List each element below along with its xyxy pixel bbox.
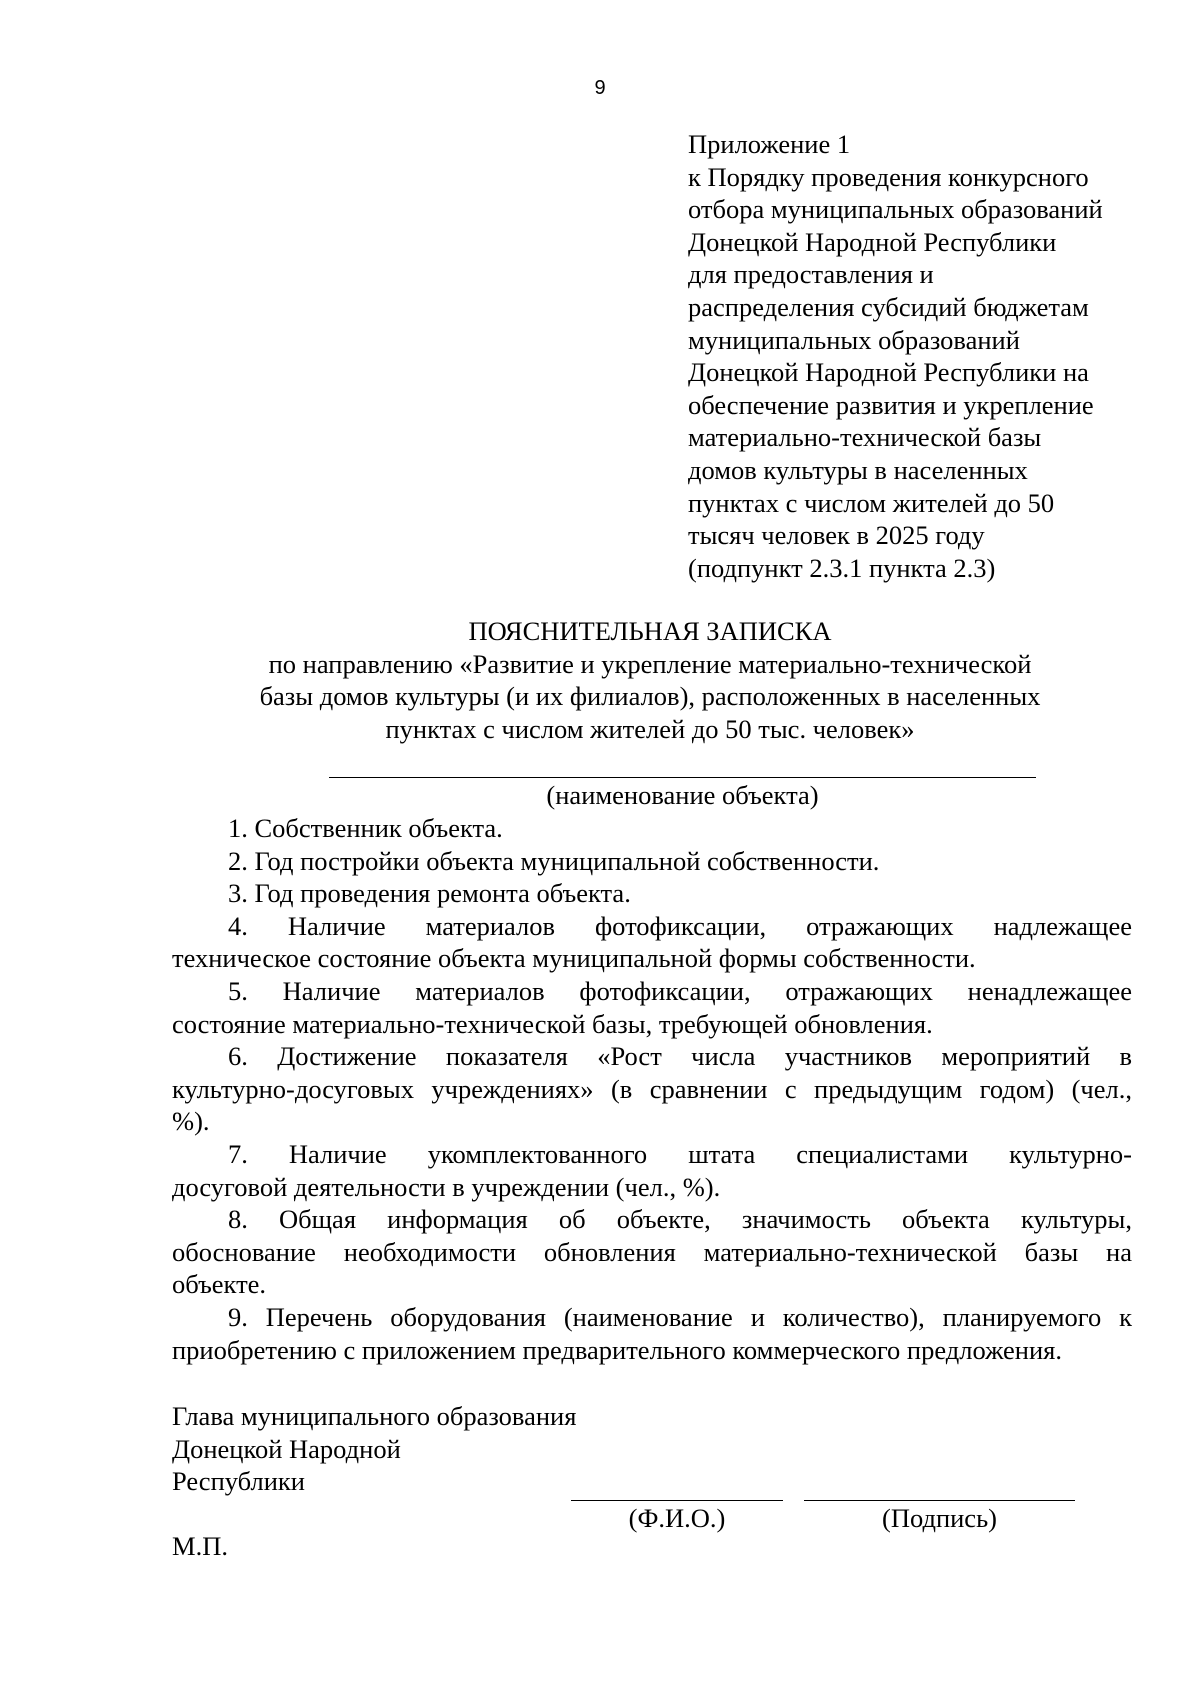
signature-caption: (Подпись) [882,1503,997,1533]
document-title [170,615,1130,745]
title-subline: пунктах с числом жителей до 50 тыс. человек» [385,713,915,744]
appendix-line: тысяч человек в 2025 году [688,520,985,551]
appendix-line: Донецкой Народной Республики [688,226,1057,257]
fio-line [571,1500,783,1501]
list-item: 1. Собственник объекта. [228,813,503,843]
signatory-title-line: Донецкой Народной [172,1433,401,1464]
appendix-line: для предоставления и [688,259,934,290]
signature-block [172,1400,576,1498]
list-item-continuation: обоснование необходимости обновления материально-технической базы на [172,1236,1132,1267]
list-item: 9. Перечень оборудования (наименование и количество), планируемого к [228,1301,1132,1332]
list-item-continuation: объекте. [172,1269,267,1300]
appendix-line: муниципальных образований [688,324,1020,355]
list-item: 3. Год проведения ремонта объекта. [228,878,631,909]
appendix-line: Приложение 1 [688,129,851,159]
list-item: 5. Наличие материалов фотофиксации, отражающих ненадлежащее [228,975,1132,1006]
list-item: 2. Год постройки объекта муниципальной собственности. [228,845,880,876]
signatory-title-line: Глава муниципального образования [172,1401,577,1431]
appendix-header [688,128,1148,584]
list-item: 8. Общая информация об объекте, значимость объекта культуры, [228,1204,1132,1235]
list-item-continuation: состояние материально-технической базы, требующей обновления. [172,1008,933,1039]
list-item-continuation: культурно-досуговых учреждениях» (в сравнении с предыдущим годом) (чел., [172,1073,1132,1104]
list-item: 6. Достижение показателя «Рост числа участников мероприятий в [228,1041,1132,1072]
appendix-line: материально-технической базы [688,422,1042,453]
title-subline: базы домов культуры (и их филиалов), расположенных в населенных [259,681,1041,712]
list-item: 4. Наличие материалов фотофиксации, отражающих надлежащее [228,910,1132,941]
appendix-line: пунктах с числом жителей до 50 [688,487,1055,518]
list-item-continuation: досуговой деятельности в учреждении (чел., %). [172,1171,721,1202]
fio-caption: (Ф.И.О.) [628,1503,726,1533]
title-heading: ПОЯСНИТЕЛЬНАЯ ЗАПИСКА [468,616,832,646]
appendix-line: распределения субсидий бюджетам [688,291,1089,322]
list-item-continuation: техническое состояние объекта муниципальной формы собственности. [172,943,976,974]
appendix-line: домов культуры в населенных [688,454,1028,485]
object-name-line [329,777,1036,778]
appendix-line: к Порядку проведения конкурсного [688,161,1089,192]
signatory-title-line: Республики [172,1466,305,1497]
title-subline: по направлению «Развитие и укрепление материально-технической [268,648,1032,679]
items-list [172,812,1132,1366]
page-number: 9 [594,77,606,99]
appendix-line: обеспечение развития и укрепление [688,389,1094,420]
stamp-place: М.П. [172,1531,228,1561]
object-name-caption: (наименование объекта) [546,780,819,810]
signature-line [804,1500,1075,1501]
appendix-line: отбора муниципальных образований [688,194,1103,225]
appendix-line: Донецкой Народной Республики на [688,357,1089,388]
list-item: 7. Наличие укомплектованного штата специалистами культурно- [228,1138,1132,1169]
list-item-continuation: %). [172,1106,210,1137]
list-item-continuation: приобретению с приложением предварительного коммерческого предложения. [172,1334,1062,1365]
appendix-line: (подпункт 2.3.1 пункта 2.3) [688,552,996,583]
